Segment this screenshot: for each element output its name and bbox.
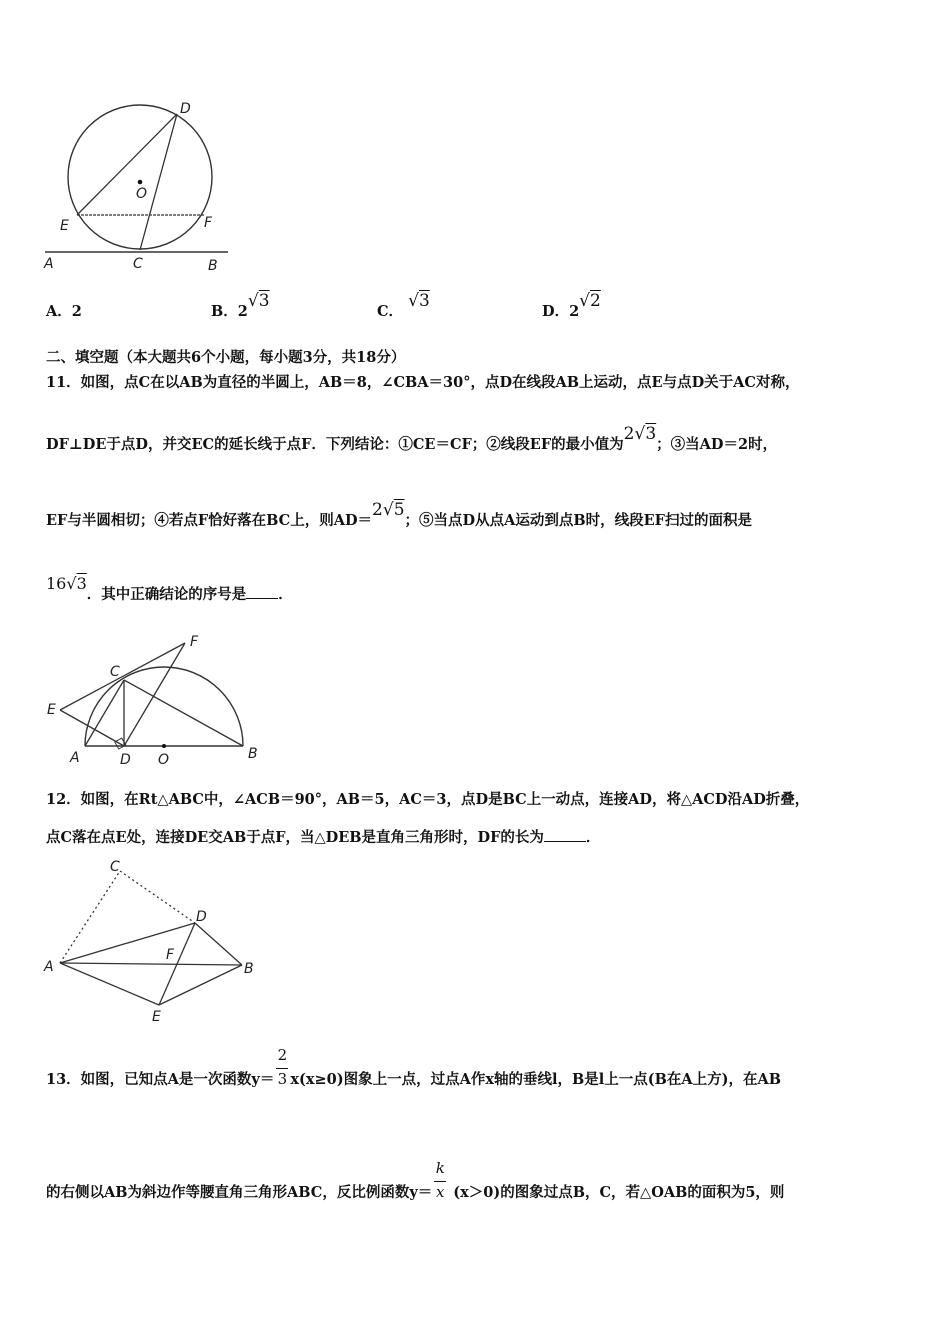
- label-o: O: [158, 752, 170, 768]
- segment-df: [124, 643, 185, 746]
- label-b: B: [208, 258, 218, 274]
- option-d: D．2√2: [542, 291, 601, 320]
- option-b: B．2√3: [211, 291, 270, 320]
- segment-ad: [60, 923, 195, 963]
- label-o: O: [136, 186, 148, 202]
- segment-ef: [60, 643, 185, 710]
- label-e: E: [60, 218, 69, 234]
- label-f: F: [204, 215, 213, 231]
- q12-line2: 点C落在点E处，连接DE交AB于点F，当△DEB是直角三角形时，DF的长为 ．: [46, 829, 601, 846]
- segment-ac-dotted: [60, 871, 120, 963]
- label-d: D: [180, 101, 191, 117]
- figure-folded-triangle: [40, 855, 270, 1030]
- q13-line1: 13．如图，已知点A是一次函数y＝ $\frac{2}{3}$ x(x≥0)图象上一点，过点A作x轴的垂线l，B是l上一点(B在A上方)，在AB: [46, 1046, 782, 1088]
- label-b: B: [244, 961, 254, 977]
- figure-semicircle: [40, 628, 280, 768]
- segment-eb: [159, 965, 242, 1005]
- label-f: F: [166, 947, 175, 963]
- figure-circle-tangent: [40, 95, 240, 275]
- label-c: C: [110, 664, 120, 680]
- option-c: C． √3: [377, 291, 430, 320]
- label-a: A: [44, 256, 54, 272]
- center-dot: [138, 180, 143, 185]
- label-a: A: [70, 750, 80, 766]
- label-d: D: [196, 909, 207, 925]
- label-c: C: [133, 256, 143, 272]
- chord-ed: [77, 114, 177, 215]
- option-a: A．2: [46, 303, 82, 320]
- q13-line2: 的右侧以AB为斜边作等腰直角三角形ABC，反比例函数y＝ $\frac{k}{x}$ (x＞0)的图象过点B，C，若△OAB的面积为5，则: [46, 1159, 785, 1201]
- label-c: C: [110, 859, 120, 875]
- q12-line1: 12．如图，在Rt△ABC中，∠ACB＝90°，AB＝5，AC＝3，点D是BC上一动点，连接AD，将△ACD沿AD折叠，: [46, 791, 810, 808]
- section-heading: 二、填空题（本大题共6个小题，每小题3分，共18分）: [46, 349, 406, 366]
- segment-ac: [85, 680, 124, 746]
- segment-ed: [60, 710, 124, 746]
- segment-cd-dotted: [120, 871, 195, 923]
- q11-line4: 16√3．其中正确结论的序号是 ．: [46, 574, 293, 603]
- label-f: F: [190, 634, 199, 650]
- segment-ae: [60, 963, 159, 1005]
- segment-ab: [60, 963, 242, 965]
- q11-line2: DF⊥DE于点D，并交EC的延长线于点F．下列结论：①CE＝CF；②线段EF的最小值为2√3；③当AD＝2时，: [46, 424, 778, 453]
- circle-o: [68, 105, 212, 249]
- label-e: E: [47, 702, 56, 718]
- segment-db: [195, 923, 242, 965]
- answer-blank-q12: [544, 841, 586, 842]
- label-e: E: [152, 1009, 161, 1025]
- label-a: A: [44, 959, 54, 975]
- chord-dc: [140, 114, 177, 250]
- q11-line1: 11．如图，点C在以AB为直径的半圆上，AB＝8，∠CBA＝30°，点D在线段AB上运动，点E与点D关于AC对称，: [46, 374, 800, 391]
- label-b: B: [248, 746, 258, 762]
- center-dot: [162, 744, 166, 748]
- q11-line3: EF与半圆相切；④若点F恰好落在BC上，则AD＝2√5；⑤当点D从点A运动到点B时，线段EF扫过的面积是: [46, 500, 752, 529]
- segment-cb: [124, 680, 243, 746]
- answer-blank-q11: [246, 598, 278, 599]
- label-d: D: [120, 752, 131, 768]
